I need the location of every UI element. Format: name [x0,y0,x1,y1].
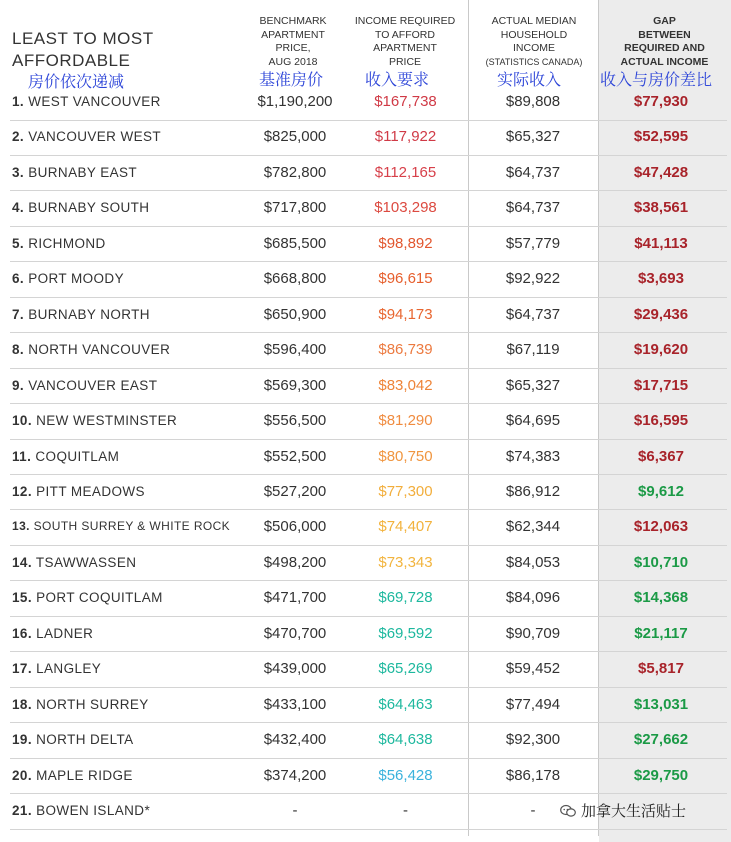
actual-income: $65,327 [505,128,561,146]
required-income: $98,892 [378,234,433,252]
income-gap: $29,750 [633,766,689,784]
col-header-income-chinese: 收入要求 [365,70,430,89]
actual-income: - [530,802,536,819]
benchmark-price: $556,500 [263,412,327,430]
required-income: - [403,802,408,819]
benchmark-price: $552,500 [263,447,327,465]
city-name: 4. BURNABY SOUTH [12,200,150,216]
actual-income: $59,452 [505,660,561,678]
benchmark-price: $650,900 [263,305,327,323]
income-gap: $41,113 [634,234,688,252]
income-gap: $38,561 [633,199,689,217]
actual-income: $67,119 [506,341,560,359]
actual-income: $92,300 [505,731,561,749]
table-row [10,758,727,795]
city-name: 14. TSAWWASSEN [12,554,137,570]
city-name: 6. PORT MOODY [12,271,124,287]
city-name: 7. BURNABY NORTH [12,306,150,322]
col-header-price: BENCHMARK APARTMENT PRICE, AUG 2018 [259,15,327,68]
income-gap: $27,662 [633,731,689,749]
benchmark-price: $668,800 [263,270,327,288]
city-name: 21. BOWEN ISLAND* [12,803,151,818]
income-gap: $52,595 [633,128,689,146]
income-gap: $13,031 [633,695,689,713]
actual-income: $84,096 [505,589,561,607]
chat-bubbles-icon [560,804,576,818]
city-name: 20. MAPLE RIDGE [12,767,133,783]
income-gap: $16,595 [633,412,689,430]
actual-income: $64,737 [505,163,561,181]
city-name: 9. VANCOUVER EAST [12,377,158,393]
income-gap: $6,367 [638,447,684,465]
income-gap: $77,930 [633,93,689,110]
city-name: 17. LANGLEY [12,661,102,677]
table-row [10,439,727,476]
table-row [10,509,727,546]
table-row [10,84,727,121]
benchmark-price: $717,800 [263,199,327,217]
table-row [10,651,727,688]
city-name: 1. WEST VANCOUVER [12,94,161,109]
required-income: $69,592 [378,624,433,642]
table-row [10,722,727,759]
benchmark-price: - [292,802,298,819]
benchmark-price: $498,200 [263,553,327,571]
income-gap: $3,693 [638,270,684,288]
city-name: 19. NORTH DELTA [12,732,134,748]
required-income: $64,463 [378,695,433,713]
col-header-price-chinese: 基准房价 [259,70,324,89]
table-row [10,155,727,192]
watermark [560,800,686,821]
col-header-actual-chinese: 实际收入 [497,70,562,89]
required-income: $80,750 [378,447,433,465]
actual-income: $64,737 [505,305,561,323]
benchmark-price: $432,400 [263,731,327,749]
required-income: $117,922 [374,128,437,146]
required-income: $65,269 [378,660,433,678]
required-income: $73,343 [378,553,433,571]
actual-income: $62,344 [505,518,561,536]
benchmark-price: $825,000 [263,128,327,146]
income-gap: $14,368 [633,589,689,607]
city-name: 3. BURNABY EAST [12,164,138,180]
actual-income: $86,912 [505,482,561,500]
actual-income: $89,808 [505,93,561,110]
actual-income: $92,922 [505,270,561,288]
col-header-income: INCOME REQUIRED TO AFFORD APARTMENT PRICE [354,15,456,68]
required-income: $81,290 [378,412,433,430]
table-row [10,332,727,369]
required-income: $74,407 [378,518,433,536]
table-row [10,687,727,724]
required-income: $56,428 [378,766,433,784]
actual-income: $74,383 [505,447,561,465]
table-row [10,261,727,298]
city-name: 18. NORTH SURREY [12,696,149,712]
col-header-gap: GAP BETWEEN REQUIRED AND ACTUAL INCOME [620,15,709,68]
required-income: $64,638 [378,731,433,749]
income-gap: $17,715 [633,376,689,394]
table-row [10,580,727,617]
income-gap: $12,063 [633,518,689,536]
income-gap: $19,620 [633,341,689,359]
table-row [10,119,727,156]
city-name: 13. SOUTH SURREY & WHITE ROCK [12,519,231,534]
actual-income: $84,053 [505,553,561,571]
benchmark-price: $1,190,200 [257,93,333,110]
required-income: $69,728 [378,589,433,607]
required-income: $86,739 [378,341,433,359]
required-income: $83,042 [378,376,433,394]
actual-income: $77,494 [505,695,561,713]
benchmark-price: $506,000 [263,518,327,536]
table-row [10,616,727,653]
income-gap: $9,612 [638,482,684,500]
benchmark-price: $782,800 [263,163,327,181]
income-gap: $47,428 [633,163,689,181]
benchmark-price: $374,200 [263,766,327,784]
required-income: $112,165 [374,163,437,181]
table-row [10,368,727,405]
city-name: 8. NORTH VANCOUVER [12,342,171,358]
table-row [10,190,727,227]
income-gap: $21,117 [634,624,688,642]
benchmark-price: $527,200 [263,482,327,500]
city-name: 10. NEW WESTMINSTER [12,413,178,429]
required-income: $96,615 [378,270,433,288]
income-gap: $29,436 [633,305,689,323]
table-row [10,297,727,334]
watermark-text: 加拿大生活贴士 [581,802,687,820]
benchmark-price: $596,400 [263,341,327,359]
benchmark-price: $685,500 [263,234,327,252]
city-name: 16. LADNER [12,625,94,641]
page-title: LEAST TO MOST AFFORDABLE [12,29,154,70]
income-gap: $10,710 [633,553,689,571]
required-income: $94,173 [378,305,433,323]
actual-income: $64,695 [505,412,561,430]
title-chinese: 房价依次递减 [28,72,125,91]
benchmark-price: $433,100 [263,695,327,713]
table-row [10,403,727,440]
table-row [10,545,727,582]
benchmark-price: $470,700 [263,624,327,642]
actual-income: $64,737 [505,199,561,217]
actual-income: $86,178 [505,766,561,784]
table-row [10,474,727,511]
benchmark-price: $439,000 [263,660,327,678]
city-name: 11. COQUITLAM [12,448,120,464]
income-gap: $5,817 [638,660,684,678]
city-name: 5. RICHMOND [12,235,106,251]
actual-income: $65,327 [505,376,561,394]
required-income: $167,738 [374,93,437,110]
col-header-actual: ACTUAL MEDIAN HOUSEHOLD INCOME (STATISTICS CANADA) [485,15,583,67]
col-header-gap-chinese: 收入与房价差比 [600,70,713,89]
benchmark-price: $471,700 [263,589,327,607]
actual-income: $90,709 [505,624,561,642]
city-name: 15. PORT COQUITLAM [12,590,163,606]
required-income: $103,298 [374,199,437,217]
actual-income: $57,779 [505,234,561,252]
city-name: 12. PITT MEADOWS [12,483,145,499]
required-income: $77,300 [378,482,433,500]
city-name: 2. VANCOUVER WEST [12,129,162,145]
table-row [10,226,727,263]
benchmark-price: $569,300 [263,376,327,394]
